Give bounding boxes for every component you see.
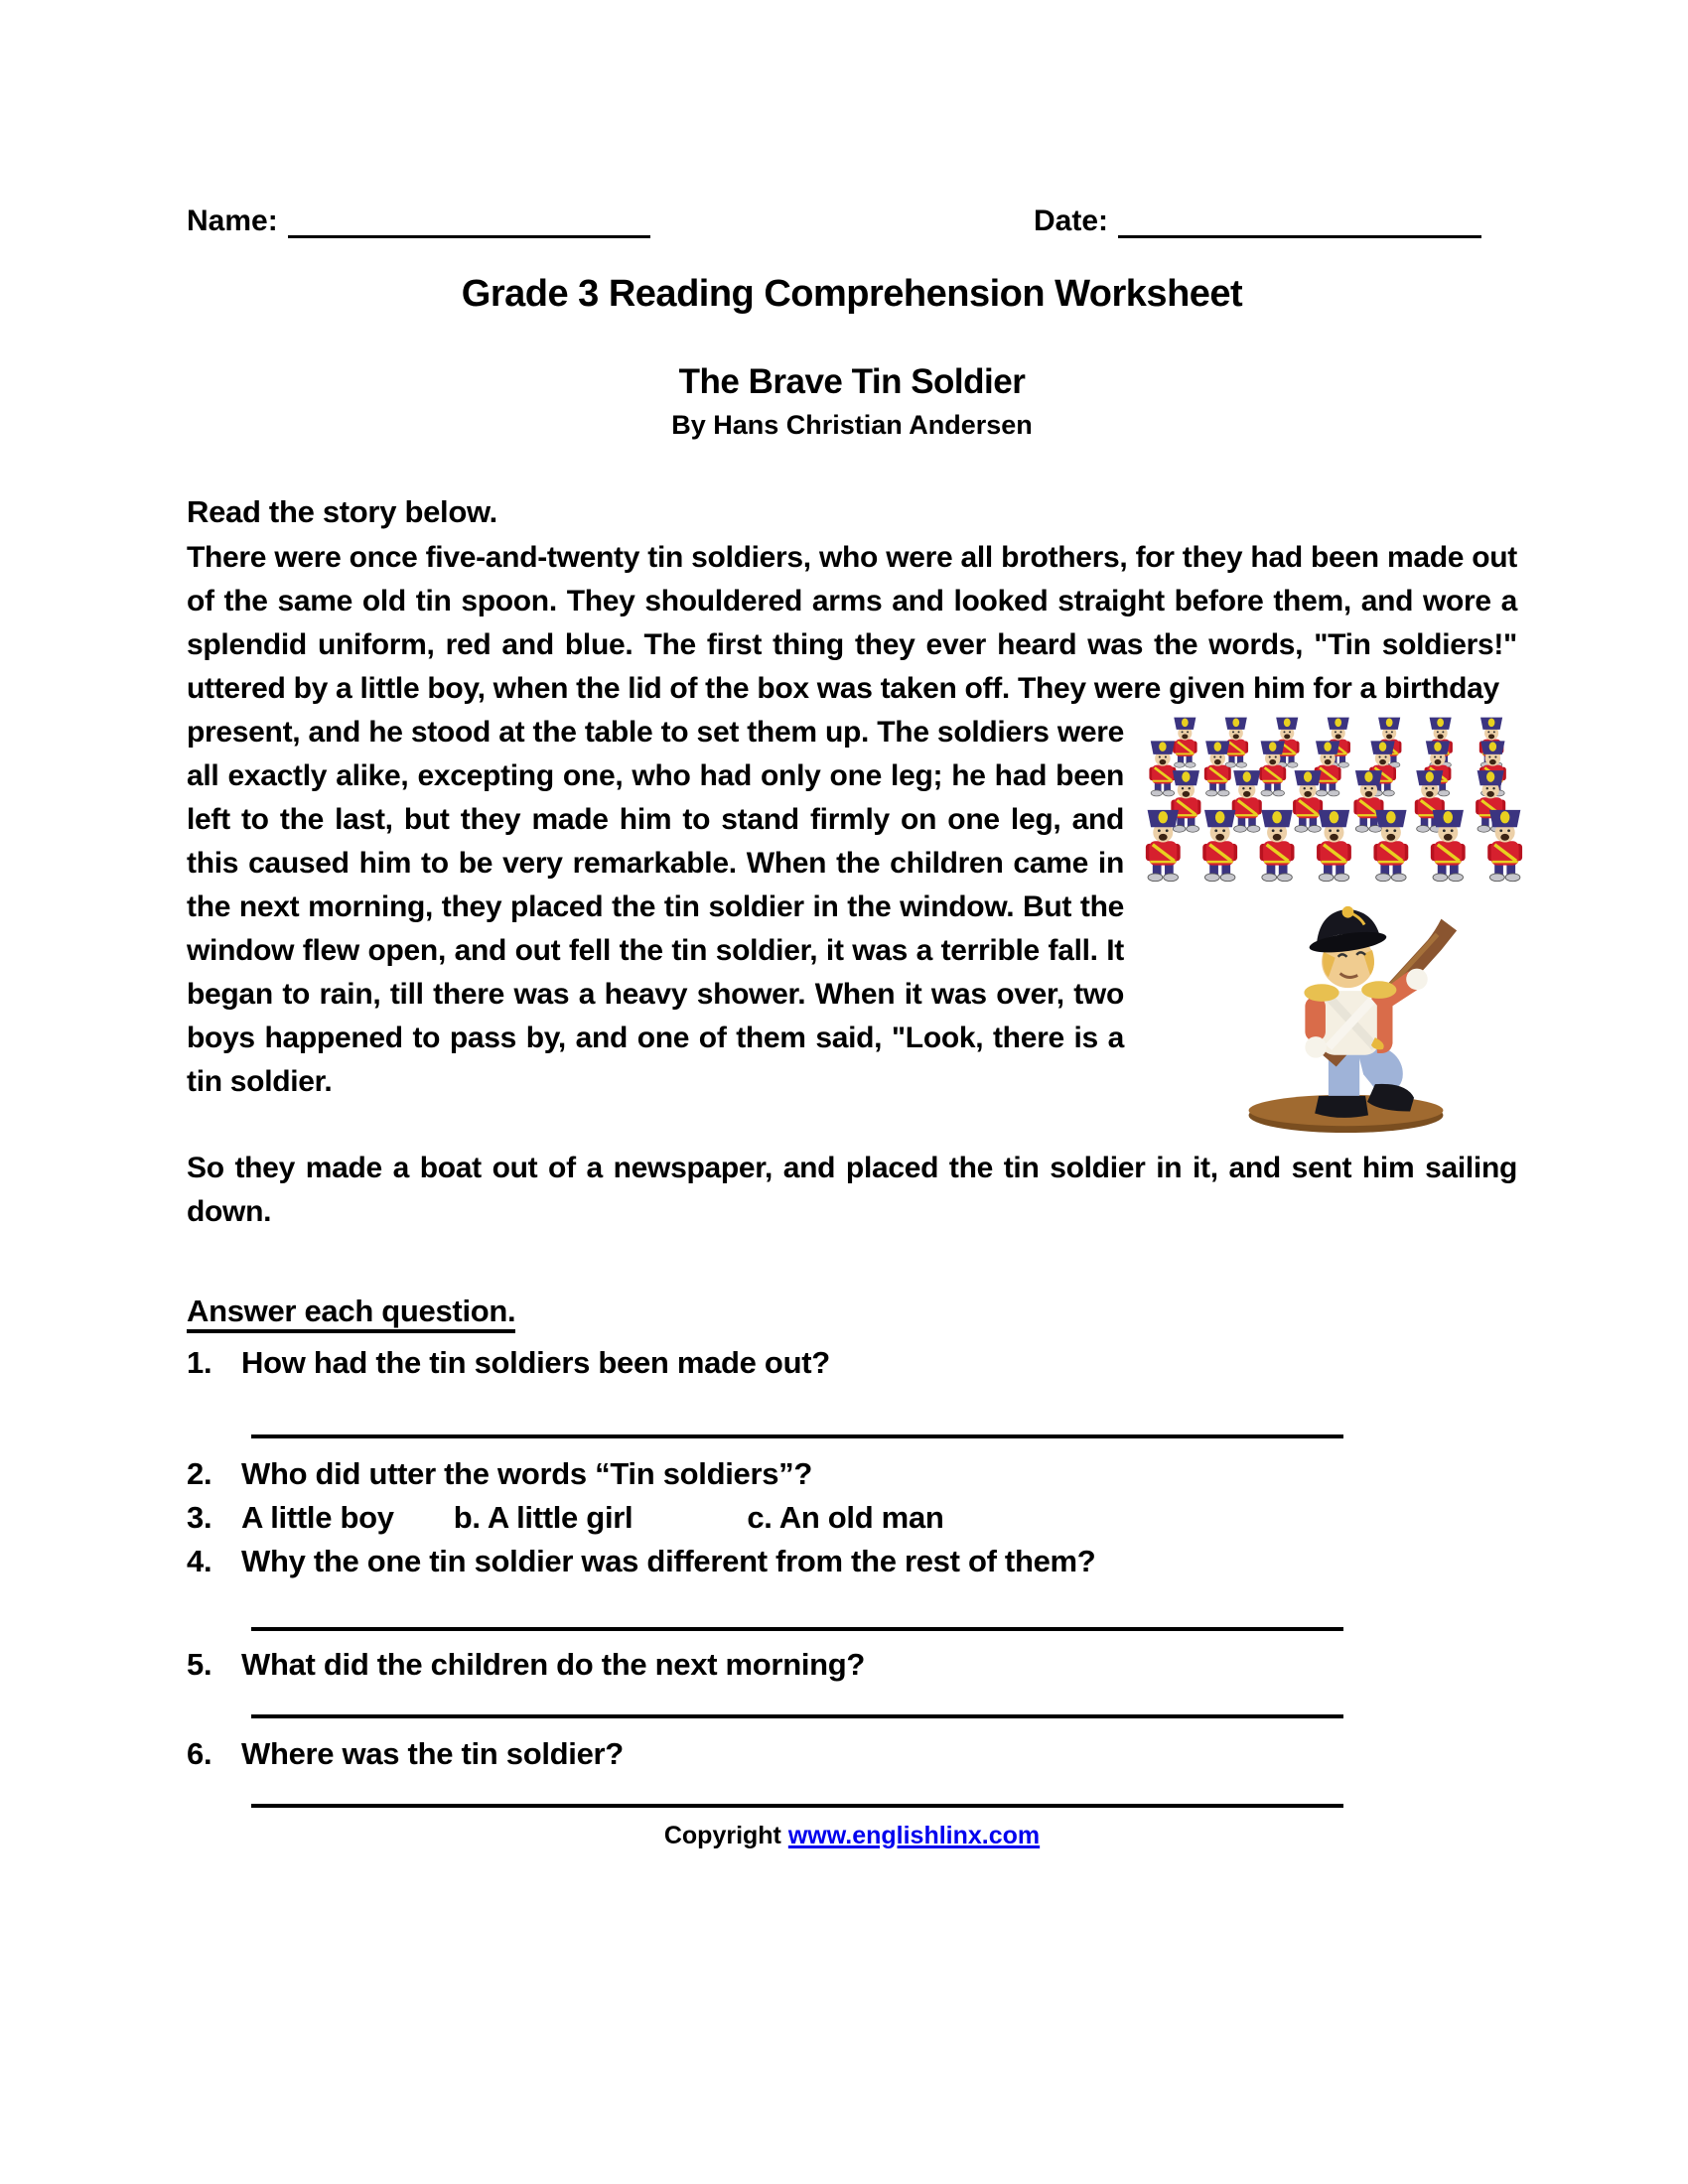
englishlinx-link[interactable]: www.englishlinx.com <box>787 1822 1041 1849</box>
name-blank-line[interactable] <box>288 206 650 238</box>
footer <box>187 1820 1517 1851</box>
question-2-number: 2. <box>187 1456 212 1491</box>
question-3-option-a: A little boy <box>241 1500 394 1535</box>
story-part-2: present, and he stood at the table to set them up. The soldiers were all exactly alike, excepting one, who had only one leg; he had been left to the last, but they made him to stand firmly on one leg, and this caused him to be very remarkable. When the children came in the next morning, they placed the tin soldier in the window. But the window flew open, and out fell the tin soldier, it was a terrible fall. It began to rain, till there was a heavy shower. When it was over, two boys happened to pass by, and one of them said, "Look, there is a tin soldier. <box>187 716 1124 1098</box>
question-4-number: 4. <box>187 1544 212 1578</box>
question-3-option-b: b. A little girl <box>453 1500 633 1535</box>
tin-soldier-figure-image <box>1229 901 1463 1135</box>
story-part-3: So they made a boat out of a newspaper, and placed the tin soldier in it, and sent him sailing down. <box>187 1152 1517 1228</box>
copyright-label: Copyright <box>663 1822 781 1849</box>
question-2 <box>187 1452 1517 1496</box>
question-6 <box>187 1732 1517 1776</box>
page-title: Grade 3 Reading Comprehension Worksheet <box>461 273 1243 315</box>
questions-heading <box>187 1290 1517 1333</box>
story-part-2-wrap <box>187 711 1517 1104</box>
question-6-number: 6. <box>187 1736 212 1771</box>
questions-heading-text: Answer each question. <box>187 1294 515 1333</box>
question-4-text: Why the one tin soldier was different from the rest of them? <box>241 1544 1096 1578</box>
answer-line-1[interactable] <box>251 1434 1343 1438</box>
question-3-option-c: c. An old man <box>747 1500 944 1535</box>
question-5-text: What did the children do the next morning? <box>241 1647 866 1682</box>
question-5 <box>187 1643 1517 1687</box>
tin-soldiers-group-image <box>1140 715 1549 903</box>
question-3-number: 3. <box>187 1500 212 1535</box>
name-field <box>187 205 650 238</box>
question-2-text: Who did utter the words “Tin soldiers”? <box>241 1456 813 1491</box>
answer-line-2[interactable] <box>251 1627 1343 1631</box>
story-text <box>187 536 1517 1234</box>
answer-line-4[interactable] <box>251 1804 1343 1808</box>
question-6-text: Where was the tin soldier? <box>241 1736 624 1771</box>
story-byline: By Hans Christian Andersen <box>671 410 1033 440</box>
date-blank-line[interactable] <box>1118 206 1481 238</box>
read-instruction: Read the story below. <box>187 494 497 529</box>
question-4 <box>187 1540 1517 1583</box>
question-1-number: 1. <box>187 1345 212 1380</box>
question-1-text: How had the tin soldiers been made out? <box>241 1345 830 1380</box>
date-field <box>1034 205 1481 238</box>
name-label: Name: <box>187 205 278 237</box>
story-title: The Brave Tin Soldier <box>678 362 1026 401</box>
date-label: Date: <box>1033 205 1108 237</box>
header-row <box>187 205 1517 238</box>
question-1 <box>187 1341 1517 1385</box>
story-part-1: There were once five-and-twenty tin soldiers, who were all brothers, for they had been made out of the same old tin spoon. They shouldered arms and looked straight before them, and wore a splendid uniform, red and blue. The first thing they ever heard was the words, "Tin soldiers!" uttered by a little boy, when the lid of the box was taken off. They were given him for a birthday <box>187 541 1517 705</box>
answer-line-3[interactable] <box>251 1714 1343 1718</box>
story-illustration <box>1140 715 1557 1135</box>
question-5-number: 5. <box>187 1647 212 1682</box>
question-3 <box>187 1496 1517 1540</box>
